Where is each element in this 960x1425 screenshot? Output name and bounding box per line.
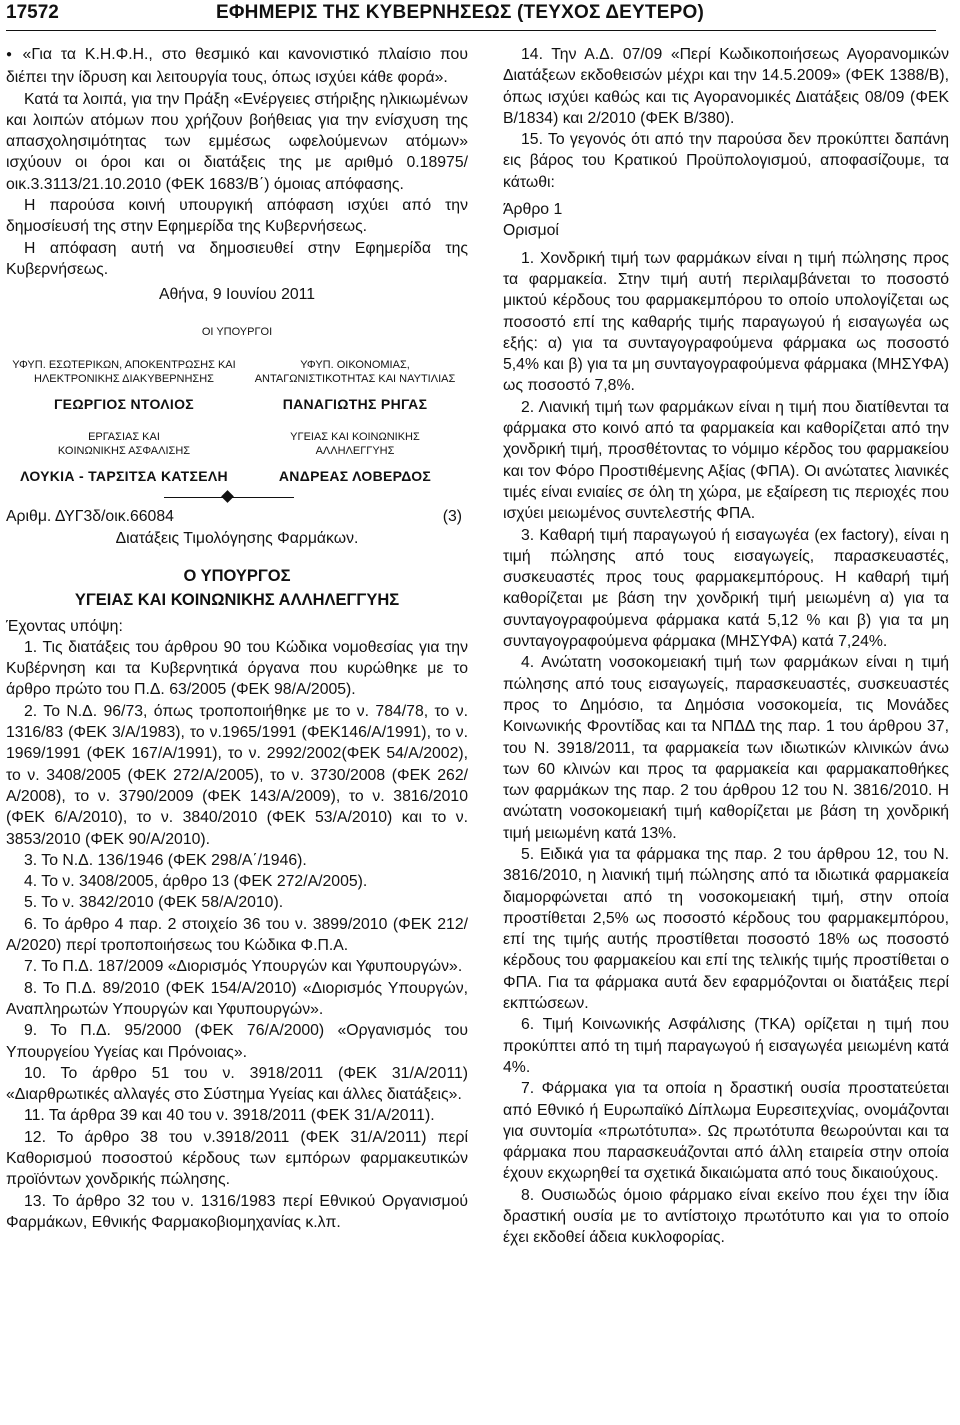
- article-paragraph: 4. Ανώτατη νοσοκομειακή τιμή των φαρμάκων είναι η τιμή πώλησης από τους εισαγωγείς, παρασκευαστές, συσκευαστές προς το Δημόσιο, τα Δημόσια νοσοκομεία, τις Μονάδες Κοινωνικής Φροντίδας και τα ΝΠΔΔ της παρ. 1 του άρθρου 37, του Ν. 3918/2011, τα φαρμακεία των ιδιωτικών κλινικών άνω των 60 κλινών και προς τα φαρμακεία και φαρμακαποθήκες των φαρμάκων της παρ. 2 του άρθρου 12 του Ν. 3816/2010. Η ανώτατη νοσοκομειακή τιμή καθορίζεται με βάση τη χονδρική τιμή μειωμένη κατά 13%.: [503, 654, 949, 842]
- signature-block: [6, 280, 468, 490]
- recital-item: 8. Το Π.Δ. 89/2010 (ΦΕΚ 154/Α/2010) «Διορισμός Υπουργών, Αναπληρωτών Υπουργών και Υφυπουργών».: [6, 979, 468, 1018]
- decision-number: Αριθμ. ΔΥΓ3δ/οικ.66084: [6, 508, 174, 526]
- minister-title: [6, 430, 242, 458]
- article-paragraph: 8. Ουσιωδώς όμοιο φάρμακο είναι εκείνο που έχει την ίδια δραστική ουσία με το αντίστοιχο πρωτότυπο και για το οποίο έχει εκδοθεί άδεια κυκλοφορίας.: [503, 1186, 949, 1247]
- ministers-label: ΟΙ ΥΠΟΥΡΓΟΙ: [201, 326, 273, 339]
- minister-title-line: ΗΛΕΚΤΡΟΝΙΚΗΣ ΔΙΑΚΥΒΕΡΝΗΣΗΣ: [34, 373, 214, 386]
- minister-name: ΛΟΥΚΙΑ - ΤΑΡΣΙΤΣΑ ΚΑΤΣΕΛΗ: [20, 468, 228, 485]
- right-column: [503, 44, 949, 1249]
- having-regard: Έχοντας υπόψη:: [6, 617, 123, 635]
- article-paragraph: 5. Ειδικά για τα φάρμακα της παρ. 2 του άρθρου 12, του Ν. 3816/2010, η λιανική τιμή πώλησης από τα ιδιωτικά φαρμακεία διαμορφώνεται από τη νοσοκομειακή τιμή, στην οποία προστίθεται 2,5% ως ποσοστό κέρδους του φαρμακεμπόρου, επί της τιμής αυτής προστίθεται ποσοστό 18% ως ποσοστό κέρδους του φαρμακείου και επί της τελικής τιμής προστίθεται ο ΦΠΑ. Για τα φάρμακα αυτά δεν εφαρμόζονται οι διατάξεις περί εκπτώσεων.: [503, 845, 949, 1013]
- article-paragraphs: [503, 248, 949, 1249]
- minister-heading-line: ΥΓΕΙΑΣ ΚΑΙ ΚΟΙΝΩΝΙΚΗΣ ΑΛΛΗΛΕΓΓΥΗΣ: [74, 590, 400, 609]
- gazette-title: ΕΦΗΜΕΡΙΣ ΤΗΣ ΚΥΒΕΡΝΗΣΕΩΣ (ΤΕΥΧΟΣ ΔΕΥΤΕΡΟ): [216, 2, 704, 23]
- paragraph: Κατά τα λοιπά, για την Πράξη «Ενέργειες στήριξης ηλικιωμένων και λοιπών ατόμων που χρήζουν βοήθειας για την ενίσχυση της απασχολησιμότητας των εμμέσως ωφελούμενων ατόμων» ισχύουν οι όροι και οι διατάξεις της με αριθμό 0.18975/οικ.3.3113/21.10.2010 (ΦΕΚ 1683/Β΄) όμοιας απόφασης.: [6, 90, 468, 193]
- minister-title-line: ΚΟΙΝΩΝΙΚΗΣ ΑΣΦΑΛΙΣΗΣ: [57, 445, 191, 458]
- section-divider: [6, 490, 468, 506]
- recital-item: 2. Το Ν.Δ. 96/73, όπως τροποποιήθηκε με το ν. 784/78, το ν. 1316/83 (ΦΕΚ 3/Α/1983), το ν.1965/1991 (ΦΕΚ146/Α/1991), το ν. 1969/1991 (ΦΕΚ 167/Α/1991), το ν. 2992/2002(ΦΕΚ 54/Α/2002), το ν. 3408/2005 (ΦΕΚ 272/Α/2005), το ν. 3730/2008 (ΦΕΚ 262/Α/2008), το ν. 3790/2009 (ΦΕΚ 143/Α/2009), το ν. 3816/2010 (ΦΕΚ 6/Α/2010), το ν. 3840/2010 (ΦΕΚ 53/Α/2010) και το ν. 3853/2010 (ΦΕΚ 90/Α/2010).: [6, 702, 468, 848]
- recitals-list-continued: [503, 44, 949, 193]
- article-paragraph: 2. Λιανική τιμή των φαρμάκων είναι η τιμή που διατίθενται τα φάρμακα στο κοινό από τα φαρμακεία και καθορίζεται από την χονδρική τιμή, προσθέτοντας το νόμιμο κέρδος του φαρμακείου και τον Φόρο Προστιθέμενης Αξίας (ΦΠΑ). Οι ανώτατες λιανικές τιμές είναι ενιαίες σε όλη τη χώρα, με εξαίρεση τις περιοχές που ισχύει μειωμένος συντελεστής ΦΠΑ.: [503, 398, 949, 523]
- article-subtitle: Ορισμοί: [503, 222, 559, 240]
- recital-item: 15. Το γεγονός ότι από την παρούσα δεν προκύπτει δαπάνη εις βάρος του Κρατικού Προϋπολογισμού, αποφασίζουμε, τα κάτωθι:: [503, 131, 949, 191]
- recital-item: 9. Το Π.Δ. 95/2000 (ΦΕΚ 76/Α/2000) «Οργανισμός του Υπουργείου Υγείας και Πρόνοιας».: [6, 1022, 468, 1061]
- recital-item: 3. Το Ν.Δ. 136/1946 (ΦΕΚ 298/Α΄/1946).: [24, 851, 307, 869]
- recital-item: 7. Το Π.Δ. 187/2009 «Διορισμός Υπουργών και Υφυπουργών».: [24, 958, 463, 976]
- minister-title: [242, 430, 468, 458]
- minister-title-line: ΥΦΥΠ. ΟΙΚΟΝΟΜΙΑΣ,: [300, 359, 410, 372]
- left-column: [6, 44, 468, 1233]
- paragraph: Η παρούσα κοινή υπουργική απόφαση ισχύει από την δημοσίευσή της στην Εφημερίδα της Κυβερνήσεως.: [6, 197, 468, 236]
- minister-title: [6, 358, 242, 386]
- diamond-icon: [221, 490, 234, 503]
- minister-title-line: ΑΝΤΑΓΩΝΙΣΤΙΚΟΤΗΤΑΣ ΚΑΙ ΝΑΥΤΙΛΙΑΣ: [254, 373, 456, 386]
- recital-item: 14. Την Α.Δ. 07/09 «Περί Κωδικοποιήσεως Αγορανομικών Διατάξεων εκδοθεισών μέχρι και την 14.5.2009» (ΦΕΚ 1388/Β), όπως ισχύει καθώς και τις Αγορανομικές Διατάξεις 08/09 (ΦΕΚ Β/1834) και 2/2010 (ΦΕΚ Β/380).: [503, 46, 949, 127]
- minister-title-line: ΑΛΛΗΛΕΓΓΥΗΣ: [315, 445, 395, 458]
- article-paragraph: 1. Χονδρική τιμή των φαρμάκων είναι η τιμή πώλησης προς τα φαρμακεία. Στην τιμή αυτή περιλαμβάνεται το ποσοστό μικτού κέρδους του φαρμακεμπόρου το οποίο υπολογίζεται ως ποσοστό επί της καθαρής τιμής παραγωγού ή εισαγωγέα ως εξής: α) για τα συνταγογραφούμενα φάρμακα ως ποσοστό 5,4% και β) για τα μη συνταγογραφούμενα φάρμακα (ΜΗΣΥΦΑ) ως ποσοστό 7,8%.: [503, 249, 949, 395]
- minister-title-line: ΥΓΕΙΑΣ ΚΑΙ ΚΟΙΝΩΝΙΚΗΣ: [290, 431, 420, 444]
- recitals-list: [6, 637, 468, 1233]
- article-paragraph: 3. Καθαρή τιμή παραγωγού ή εισαγωγέα (ex factory), είναι η τιμή πώλησης από τους εισαγωγείς, παρασκευαστές, συσκευαστές προς τους φαρμακεμπόρους. Η καθαρή τιμή καθορίζεται με βάση την χονδρική τιμή μειωμένη α) για τα συνταγογραφούμενα φάρμακα κατά 5,12 % και β) για τα μη συνταγογραφούμενα φάρμακα (ΜΗΣΥΦΑ) κατά 7,24%.: [503, 526, 949, 651]
- article-title: Άρθρο 1: [503, 201, 563, 219]
- decision-subject: Διατάξεις Τιμολόγησης Φαρμάκων.: [115, 530, 359, 548]
- recital-item: 13. Το άρθρο 32 του ν. 1316/1983 περί Εθνικού Οργανισμού Φαρμάκων, Εθνικής Φαρμακοβιομηχανίας κ.λπ.: [6, 1192, 468, 1231]
- minister-name: ΑΝΔΡΕΑΣ ΛΟΒΕΡΔΟΣ: [278, 468, 432, 485]
- recital-item: 12. Το άρθρο 38 του ν.3918/2011 (ΦΕΚ 31/Α/2011) περί Καθορισμού ποσοστού κέρδους των εμπόρων φαρμακευτικών προϊόντων χονδρικής πώλησης.: [6, 1128, 468, 1189]
- minister-title-line: ΥΦΥΠ. ΕΣΩΤΕΡΙΚΩΝ, ΑΠΟΚΕΝΤΡΩΣΗΣ ΚΑΙ: [12, 359, 236, 372]
- minister-name: ΠΑΝΑΓΙΩΤΗΣ ΡΗΓΑΣ: [282, 396, 428, 413]
- article-paragraph: 7. Φάρμακα για τα οποία η δραστική ουσία προστατεύεται από Εθνικό ή Ευρωπαϊκό Δίπλωμα Ευρεσιτεχνίας, ονομάζονται για συντομία «πρωτότυπα». Ως πρωτότυπα θεωρούνται και τα φάρμακα που παρασκευάζονται από άλλη εταιρεία στην οποία έχουν εκχωρηθεί τα σχετικά δικαιώματα από τους δικαιούχους.: [503, 1080, 949, 1183]
- recital-item: 1. Τις διατάξεις του άρθρου 90 του Κώδικα νομοθεσίας για την Κυβέρνηση και τα Κυβερνητικά όργανα που κυρώθηκε με το άρθρο πρώτο του Π.Δ. 63/2005 (ΦΕΚ 98/Α/2005).: [6, 638, 468, 699]
- recital-item: 10. Το άρθρο 51 του ν. 3918/2011 (ΦΕΚ 31/Α/2011) «Διαρθρωτικές αλλαγές στο Σύστημα Υγείας και άλλες διατάξεις».: [6, 1064, 468, 1104]
- recital-item: 11. Τα άρθρα 39 και 40 του ν. 3918/2011 (ΦΕΚ 31/Α/2011).: [24, 1107, 435, 1125]
- minister-name: ΓΕΩΡΓΙΟΣ ΝΤΟΛΙΟΣ: [53, 396, 195, 413]
- bullet-paragraph: ● «Για τα Κ.Η.Φ.Η., στο θεσμικό και κανονιστικό πλαίσιο που διέπει την ίδρυση και λειτουργία τους, όπως ισχύει κάθε φορά».: [6, 44, 468, 89]
- decision-index: (3): [442, 508, 462, 526]
- decision-heading: [6, 506, 468, 528]
- minister-heading-line: Ο ΥΠΟΥΡΓΟΣ: [183, 566, 291, 585]
- header-rule: [6, 30, 936, 31]
- place-date: Αθήνα, 9 Ιουνίου 2011: [158, 286, 316, 304]
- page-number: 17572: [6, 2, 59, 23]
- minister-title-line: ΕΡΓΑΣΙΑΣ ΚΑΙ: [88, 431, 160, 444]
- recital-item: 5. Το ν. 3842/2010 (ΦΕΚ 58/Α/2010).: [24, 894, 284, 912]
- recital-item: 6. Το άρθρο 4 παρ. 2 στοιχείο 36 του ν. 3899/2010 (ΦΕΚ 212/Α/2020) περί τροποποιήσεως του Κώδικα Φ.Π.Α.: [6, 915, 468, 955]
- article-paragraph: 6. Τιμή Κοινωνικής Ασφάλισης (ΤΚΑ) ορίζεται η τιμή που προκύπτει από τη τιμή παραγωγού ή εισαγωγέα μειωμένη κατά 4%.: [503, 1016, 949, 1076]
- minister-heading: [6, 564, 468, 612]
- paragraph: Η απόφαση αυτή να δημοσιευθεί στην Εφημερίδα της Κυβερνήσεως.: [6, 239, 468, 278]
- recital-item: 4. Το ν. 3408/2005, άρθρο 13 (ΦΕΚ 272/Α/2005).: [24, 873, 368, 891]
- minister-title: [242, 358, 468, 386]
